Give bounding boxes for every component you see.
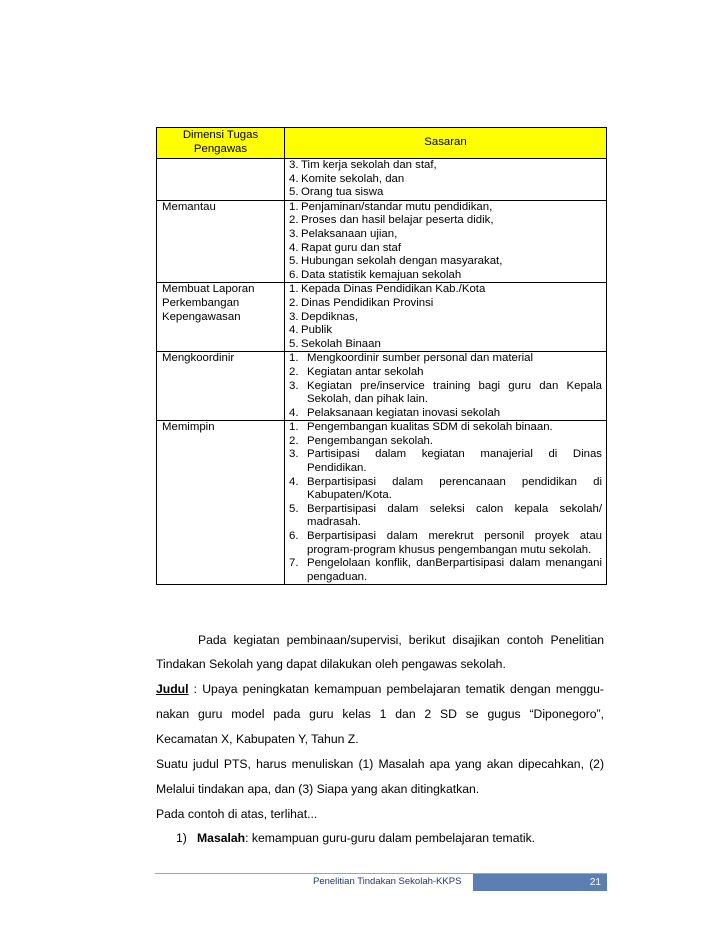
item-text: Berpartisipasi dalam merekrut personil proyek atau program-program khusus pengembangan mutu sekolah.: [307, 530, 602, 556]
dimension-cell: Memantau: [157, 200, 285, 283]
item-number: 1): [176, 831, 187, 845]
item-text: Orang tua siswa: [301, 186, 384, 199]
target-item: [289, 159, 602, 173]
page-number: 21: [473, 874, 607, 891]
table-row: [157, 200, 607, 283]
item-text: Publik: [301, 324, 333, 337]
dimension-cell: [157, 159, 285, 201]
item-number: 5.: [289, 337, 299, 350]
target-cell: [285, 200, 607, 283]
table-row: [157, 283, 607, 352]
item-number: 1.: [289, 200, 299, 213]
item-text: Penjaminan/standar mutu pendidikan,: [301, 200, 493, 213]
item-text: Kegiatan antar sekolah: [307, 365, 424, 378]
item-text: Partisipasi dalam kegiatan manajerial di Dinas Pendidikan.: [307, 448, 602, 475]
target-cell: [285, 283, 607, 352]
target-item: [289, 324, 602, 338]
target-item: [289, 269, 602, 283]
list-item-masalah: [176, 831, 624, 845]
target-item: [289, 557, 602, 584]
header-sasaran: Sasaran: [285, 128, 607, 159]
item-text: Kepada Dinas Pendidikan Kab./Kota: [301, 283, 486, 296]
item-text: Pengembangan kualitas SDM di sekolah binaan.: [307, 421, 553, 434]
item-text: : kemampuan guru-guru dalam pembelajaran tematik.: [245, 831, 536, 845]
para1-line1: Pada kegiatan pembinaan/supervisi, berikut disajikan contoh Penelitian: [198, 633, 604, 647]
item-text: Pelaksanaan kegiatan inovasi sekolah: [307, 406, 501, 419]
item-number: 2.: [289, 214, 299, 227]
dimension-table: [156, 127, 607, 585]
target-item: [289, 242, 602, 256]
target-item: [289, 338, 602, 352]
target-item: [289, 297, 602, 311]
item-number: 4.: [289, 475, 299, 488]
target-item: [289, 311, 602, 325]
para1-line2: Tindakan Sekolah yang dapat dilakukan oleh pengawas sekolah.: [156, 657, 506, 671]
item-text: Hubungan sekolah dengan masyarakat,: [301, 255, 503, 268]
item-text: Kegiatan pre/inservice training bagi guru dan Kepala Sekolah, dan pihak lain.: [307, 379, 602, 406]
target-item: [289, 214, 602, 228]
target-item: [289, 228, 602, 242]
target-cell: [285, 159, 607, 201]
target-item: [289, 352, 602, 366]
dimension-cell: Memimpin: [157, 421, 285, 585]
target-cell: [285, 421, 607, 585]
dimension-cell: Membuat Laporan Perkembangan Kepengawasan: [157, 283, 285, 352]
item-number: 1.: [289, 283, 299, 296]
table-row: [157, 421, 607, 585]
item-number: 3.: [289, 379, 299, 392]
target-item: [289, 380, 602, 407]
target-item: [289, 201, 602, 215]
item-number: 3.: [289, 159, 299, 171]
item-number: 4.: [289, 324, 299, 337]
item-text: Proses dan hasil belajar peserta didik,: [301, 214, 494, 227]
item-text: Mengkoordinir sumber personal dan material: [307, 352, 534, 365]
target-item: [289, 435, 602, 449]
item-number: 3.: [289, 227, 299, 240]
item-number: 2.: [289, 434, 299, 447]
item-number: 5.: [289, 255, 299, 268]
target-item: [289, 366, 602, 380]
target-item: [289, 421, 602, 435]
table-row: [157, 352, 607, 421]
item-text: Berpartisipasi dalam perencanaan pendidikan di Kabupaten/Kota.: [307, 475, 602, 502]
target-item: [289, 530, 602, 557]
table-row: [157, 159, 607, 201]
item-number: 1.: [289, 352, 299, 365]
header-dimensi: Dimensi Tugas Pengawas: [157, 128, 285, 159]
item-text: Dinas Pendidikan Provinsi: [301, 296, 434, 309]
item-number: 3.: [289, 310, 299, 323]
item-number: 1.: [289, 421, 299, 434]
item-text: Pelaksanaan ujian,: [301, 227, 398, 240]
item-label: Masalah: [197, 831, 246, 845]
page-footer: [155, 873, 607, 891]
pts-line1: Suatu judul PTS, harus menuliskan (1) Masalah apa yang akan dipecahkan, (2): [156, 757, 604, 771]
item-text: Data statistik kemajuan sekolah: [301, 268, 462, 281]
item-text: Depdiknas,: [301, 310, 358, 323]
item-text: Pengembangan sekolah.: [307, 434, 434, 447]
judul-line1: [156, 682, 604, 696]
item-number: 4.: [289, 406, 299, 419]
item-number: 2.: [289, 296, 299, 309]
target-item: [289, 503, 602, 530]
judul-label: Judul: [156, 682, 189, 696]
target-item: [289, 448, 602, 475]
item-number: 4.: [289, 172, 299, 185]
dimension-cell: Mengkoordinir: [157, 352, 285, 421]
item-number: 6.: [289, 268, 299, 281]
item-number: 3.: [289, 448, 299, 461]
footer-title: Penelitian Tindakan Sekolah-KKPS: [313, 876, 462, 887]
judul-line2: nakan guru model pada guru kelas 1 dan 2 SD se gugus “Diponegoro”,: [156, 707, 604, 721]
item-number: 4.: [289, 241, 299, 254]
item-text: Berpartisipasi dalam seleksi calon kepala sekolah/ madrasah.: [307, 502, 602, 529]
target-item: [289, 255, 602, 269]
item-text: Sekolah Binaan: [301, 337, 381, 350]
item-number: 6.: [289, 530, 299, 543]
target-item: [289, 476, 602, 503]
judul-line3: Kecamatan X, Kabupaten Y, Tahun Z.: [156, 732, 359, 746]
target-item: [289, 173, 602, 187]
item-text: Pengelolaan konflik, danBerpartisipasi dalam menangani pengaduan.: [307, 557, 602, 583]
contoh-line: Pada contoh di atas, terlihat...: [156, 807, 318, 821]
item-number: 5.: [289, 502, 299, 515]
table-header-row: [157, 128, 607, 159]
judul-text1: : Upaya peningkatan kemampuan pembelajaran tematik dengan menggu-: [188, 682, 604, 696]
item-number: 2.: [289, 365, 299, 378]
target-item: [289, 283, 602, 297]
target-item: [289, 407, 602, 421]
target-item: [289, 186, 602, 200]
item-number: 7.: [289, 557, 299, 570]
item-text: Rapat guru dan staf: [301, 241, 402, 254]
pts-line2: Melalui tindakan apa, dan (3) Siapa yang akan ditingkatkan.: [156, 782, 480, 796]
target-cell: [285, 352, 607, 421]
item-text: Komite sekolah, dan: [301, 172, 405, 185]
item-number: 5.: [289, 186, 299, 199]
item-text: Tim kerja sekolah dan staf,: [301, 159, 437, 171]
